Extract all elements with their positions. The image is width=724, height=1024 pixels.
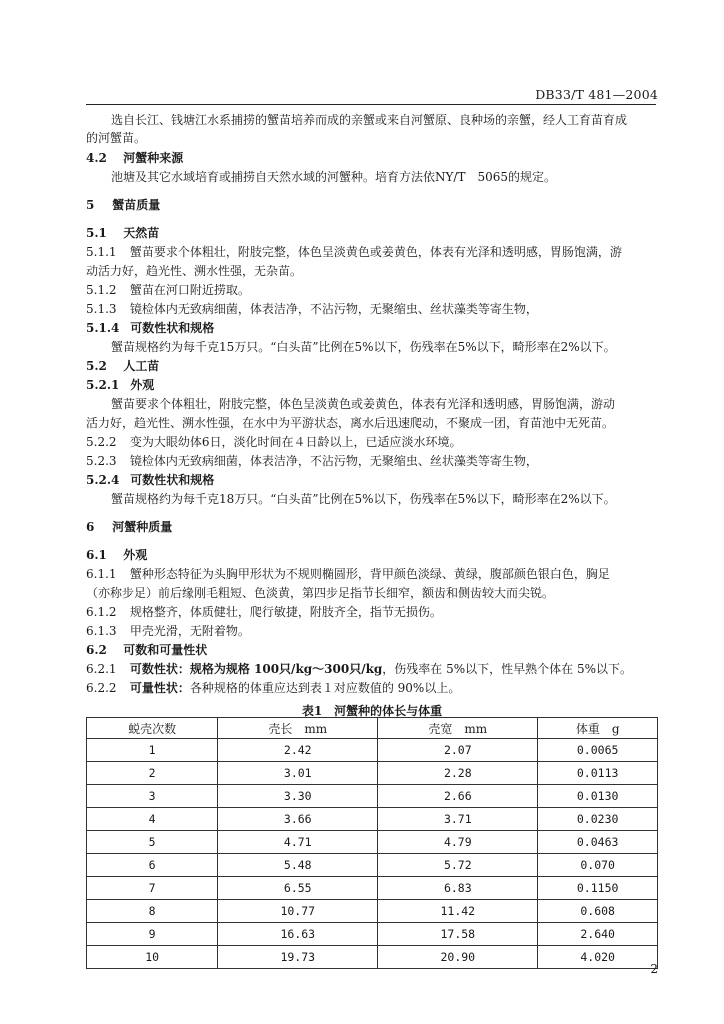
clause-number: 6.1.3 [86,624,117,638]
table-cell: 16.63 [218,923,378,946]
table-cell: 7 [87,877,218,900]
table-cell: 8 [87,900,218,923]
table-row [87,831,658,854]
paragraph-line: 池塘及其它水域培育或捕捞自天然水域的河蟹种。培育方法依NY/T 5065的规定。 [111,170,557,184]
clause-number: 5.2.1 [86,378,120,392]
table-row [87,785,658,808]
clause-5-2-1-heading [86,378,658,392]
clause-number: 5.2.4 [86,473,120,487]
section-title: 外观 [123,548,148,562]
table-cell: 0.0130 [538,785,658,808]
section-number: 6.1 [86,548,107,562]
table-cell: 20.90 [378,946,538,969]
section-title: 河蟹种质量 [112,520,173,534]
clause-5-1-1 [86,245,658,259]
table-cell: 10 [87,946,218,969]
clause-6-1-3 [86,624,658,638]
table-caption: 表1 河蟹种的体长与体重 [301,704,443,718]
table-cell: 0.0065 [538,739,658,762]
clause-5-1-3 [86,302,658,316]
clause-6-1-2 [86,605,658,619]
table-cell: 0.0230 [538,808,658,831]
clause-title: 外观 [130,378,155,392]
clause-number: 6.2.2 [86,681,117,695]
table-cell: 5.48 [218,854,378,877]
column-header: 壳长 mm [218,718,378,739]
section-5-heading [86,198,658,212]
paragraph-line: 动活力好，趋光性、溯水性强，无杂苗。 [86,264,303,278]
table-cell: 3.30 [218,785,378,808]
table-cell: 6.55 [218,877,378,900]
clause-text: 各种规格的体重应达到表１对应数值的 90%以上。 [189,681,461,695]
clause-number: 5.1.4 [86,321,120,335]
table-cell: 2 [87,762,218,785]
table-row [87,739,658,762]
section-title: 天然苗 [123,226,160,240]
column-header: 壳宽 mm [378,718,538,739]
clause-number: 5.1.3 [86,302,117,316]
table-cell: 0.0113 [538,762,658,785]
table-row [87,946,658,969]
clause-label: 可数性状：规格为规格 100只/kg～300只/kg [129,662,383,676]
table-cell: 9 [87,923,218,946]
clause-number: 5.1.2 [86,283,117,297]
table-cell: 0.1150 [538,877,658,900]
table-row [87,762,658,785]
standard-number-header: DB33/T 481—2004 [535,87,658,102]
clause-text: 甲壳光滑，无附着物。 [129,624,250,638]
table-row [87,808,658,831]
clause-text: ，伤残率在 5%以下，性早熟个体在 5%以下。 [382,662,632,676]
section-title: 蟹苗质量 [112,198,161,212]
clause-5-1-4-heading [86,321,658,335]
paragraph-line: 活力好，趋光性、溯水性强，在水中为平游状态，离水后迅速爬动，不聚成一团，育苗池中无死苗。 [86,416,615,430]
clause-number: 5.2.3 [86,454,117,468]
page-number: 2 [650,962,658,976]
clause-number: 5.2.2 [86,435,117,449]
table-cell: 0.608 [538,900,658,923]
table-cell: 3.71 [378,808,538,831]
column-header: 体重 g [538,718,658,739]
table-cell: 6.83 [378,877,538,900]
clause-text: 变为大眼幼体6日，淡化时间在４日龄以上，已适应淡水环境。 [129,435,462,449]
clause-5-2-3 [86,454,658,468]
table-cell: 2.66 [378,785,538,808]
table-cell: 2.28 [378,762,538,785]
table-cell: 4.71 [218,831,378,854]
clause-text: 镜检体内无致病细菌，体表洁净，不沾污物，无聚缩虫、丝状藻类等寄生物， [129,454,538,468]
clause-6-1-1 [86,567,658,581]
section-number: 6.2 [86,643,107,657]
table-row [87,854,658,877]
paragraph-line: 的河蟹苗。 [86,131,147,145]
clause-title: 可数性状和规格 [130,473,215,487]
clause-title: 可数性状和规格 [130,321,215,335]
column-header: 蜕壳次数 [87,718,218,739]
clause-number: 6.1.2 [86,605,117,619]
section-number: 5 [86,198,95,212]
section-number: 6 [86,520,95,534]
paragraph-line: （亦称步足）前后缘刚毛粗短、色淡黄，第四步足指节长细窄，额齿和侧齿较大而尖锐。 [86,586,555,600]
section-6-2-heading [86,643,658,657]
clause-number: 5.1.1 [86,245,117,259]
clause-6-2-1 [86,662,658,676]
table-cell: 10.77 [218,900,378,923]
table-cell: 5.72 [378,854,538,877]
clause-text: 镜检体内无致病细菌，体表洁净，不沾污物，无聚缩虫、丝状藻类等寄生物， [129,302,538,316]
table-cell: 0.070 [538,854,658,877]
table-row [87,877,658,900]
paragraph-line: 蟹苗要求个体粗壮，附肢完整，体色呈淡黄色或姜黄色，体表有光泽和透明感，胃肠饱满，游动 [111,397,616,411]
clause-text: 规格整齐，体质健壮，爬行敏捷，附肢齐全，指节无损伤。 [129,605,442,619]
paragraph-line: 蟹苗规格约为每千克15万只。“白头苗”比例在5%以下，伤残率在5%以下，畸形率在2%以下。 [111,340,616,354]
clause-number: 6.2.1 [86,662,117,676]
table-row [87,923,658,946]
table-cell: 2.640 [538,923,658,946]
section-5-2-heading [86,359,658,373]
section-title: 人工苗 [123,359,160,373]
table-row [87,900,658,923]
table-cell: 17.58 [378,923,538,946]
paragraph-line: 选自长江、钱塘江水系捕捞的蟹苗培养而成的亲蟹或来自河蟹原、良种场的亲蟹，经人工育苗育成 [111,113,628,127]
table-cell: 3.66 [218,808,378,831]
section-6-heading [86,520,658,534]
section-title: 河蟹种来源 [123,151,184,165]
section-number: 5.1 [86,226,107,240]
table-header-row [87,718,658,739]
section-number: 4.2 [86,151,107,165]
table-cell: 4 [87,808,218,831]
clause-5-2-2 [86,435,658,449]
clause-label: 可量性状： [129,681,190,695]
table-cell: 2.07 [378,739,538,762]
table-cell: 2.42 [218,739,378,762]
section-title: 可数和可量性状 [123,643,208,657]
section-5-1-heading [86,226,658,240]
table-cell: 3 [87,785,218,808]
paragraph-line: 蟹苗规格约为每千克18万只。“白头苗”比例在5%以下，伤残率在5%以下，畸形率在2%以下。 [111,492,616,506]
clause-text: 蟹苗要求个体粗壮，附肢完整，体色呈淡黄色或姜黄色，体表有光泽和透明感，胃肠饱满，游 [129,245,622,259]
table-cell: 6 [87,854,218,877]
section-6-1-heading [86,548,658,562]
clause-5-1-2 [86,283,658,297]
section-4-2-heading [86,151,658,165]
table-cell: 1 [87,739,218,762]
table-cell: 19.73 [218,946,378,969]
clause-5-2-4-heading [86,473,658,487]
table-cell: 4.020 [538,946,658,969]
table-cell: 0.0463 [538,831,658,854]
table-cell: 3.01 [218,762,378,785]
table-cell: 4.79 [378,831,538,854]
clause-6-2-2 [86,681,658,695]
crab-size-weight-table [86,717,658,969]
clause-text: 蟹苗在河口附近捞取。 [129,283,250,297]
table-cell: 11.42 [378,900,538,923]
table-cell: 5 [87,831,218,854]
header-rule [86,104,656,105]
clause-text: 蟹种形态特征为头胸甲形状为不规则椭圆形，背甲颜色淡绿、黄绿，腹部颜色银白色，胸足 [129,567,610,581]
section-number: 5.2 [86,359,107,373]
clause-number: 6.1.1 [86,567,117,581]
